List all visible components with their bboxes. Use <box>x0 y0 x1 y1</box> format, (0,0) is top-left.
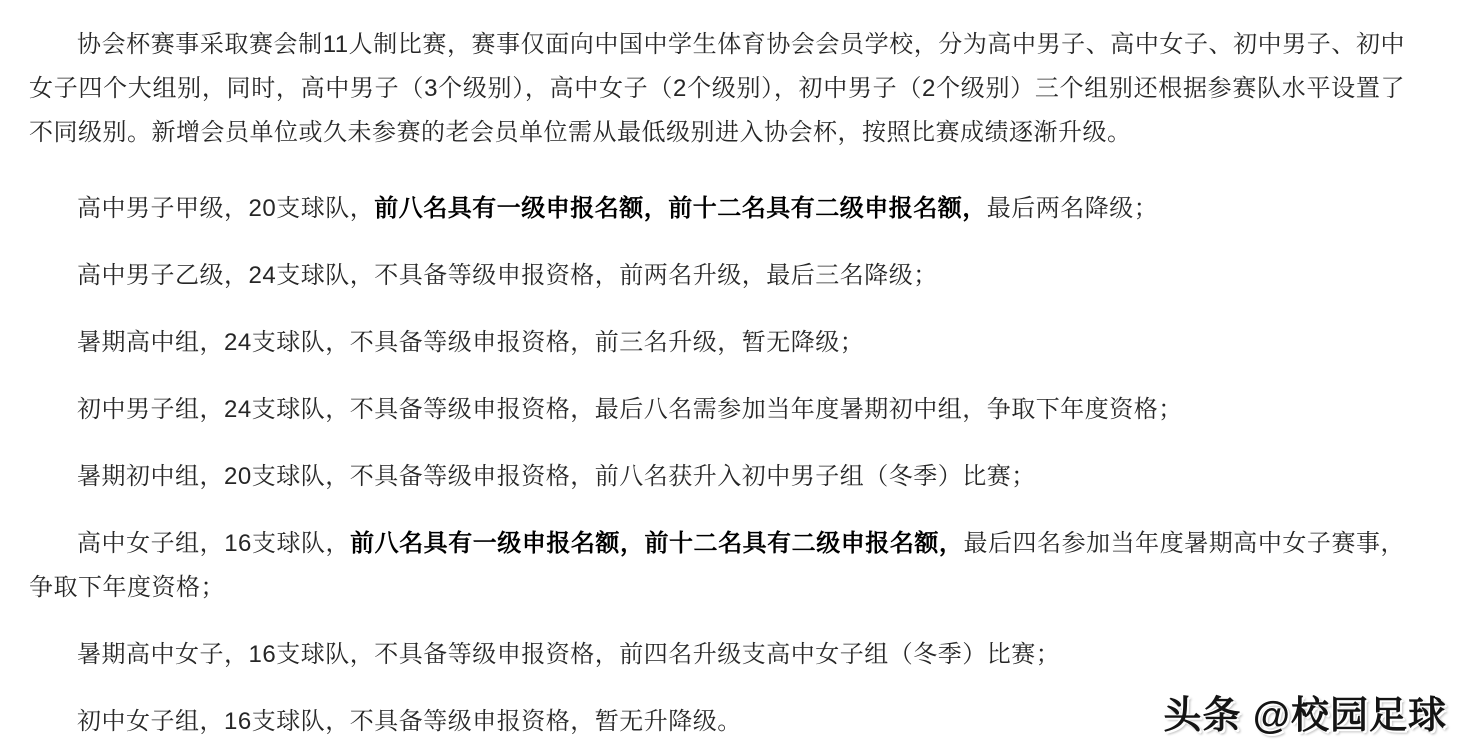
text-segment: 11 <box>322 31 349 58</box>
paragraph <box>29 455 1405 499</box>
text-segment: 2 <box>673 75 687 102</box>
text-segment: 支球队，不具备等级申报资格，前四名升级支高中女子组（冬季）比赛； <box>276 642 1061 668</box>
text-segment: 20 <box>248 195 277 222</box>
text-segment: 最后两名降级； <box>986 196 1159 222</box>
text-segment: 个级别），高中女子（ <box>437 76 674 102</box>
paragraph <box>29 522 1405 610</box>
text-segment: 支球队，不具备等级申报资格，最后八名需参加当年度暑期初中组，争取下年度资格； <box>251 397 1183 423</box>
text-segment: 2 <box>922 75 936 102</box>
text-segment: 暑期初中组， <box>77 464 224 490</box>
paragraph <box>29 23 1405 155</box>
text-segment: 高中女子组， <box>77 531 225 557</box>
text-segment: 个级别），初中男子（ <box>686 76 923 102</box>
text-segment: 16 <box>224 708 252 735</box>
paragraph <box>29 388 1405 432</box>
text-segment: 16 <box>248 641 277 668</box>
text-segment: 个级别）三个组别还根据参赛队水平设置了不同级别。新增会员单位或久未参赛的老会员单位需从最低级别进入协会杯，按照比赛成绩逐渐升级。 <box>29 76 1406 146</box>
text-segment: 高中男子乙级， <box>77 263 249 289</box>
text-segment: 初中男子组， <box>77 397 224 423</box>
text-segment: 支球队， <box>276 196 375 222</box>
text-segment: 协会杯赛事采取赛会制 <box>77 32 323 58</box>
text-segment: 支球队，不具备等级申报资格，前三名升级，暂无降级； <box>251 330 865 356</box>
paragraph <box>29 633 1405 677</box>
text-segment: 支球队，不具备等级申报资格，前两名升级，最后三名降级； <box>276 263 938 289</box>
text-segment: 最后四名参加当年度暑期高中女子赛事，争取下年度资格； <box>29 531 1406 601</box>
paragraph <box>29 187 1405 231</box>
text-segment: 人制比赛，赛事仅面向中国中学生体育协会会员学校，分为高中男子、高中女子、初中男子、初中女子四个大组别，同时，高中男子（ <box>29 32 1406 102</box>
text-segment: 20 <box>224 463 252 490</box>
text-segment: 24 <box>224 396 252 423</box>
text-segment: 支球队，不具备等级申报资格，前八名获升入初中男子组（冬季）比赛； <box>251 464 1036 490</box>
text-segment: 支球队，不具备等级申报资格，暂无升降级。 <box>251 709 742 735</box>
text-segment: 16 <box>224 530 252 557</box>
toutiao-watermark: 头条 @校园足球 <box>1163 695 1447 737</box>
paragraph <box>29 254 1405 298</box>
text-segment: 高中男子甲级， <box>77 196 249 222</box>
paragraph <box>29 321 1405 365</box>
text-segment: 3 <box>424 75 438 102</box>
text-segment: 24 <box>248 262 277 289</box>
text-segment: 初中女子组， <box>77 709 224 735</box>
text-segment: 暑期高中组， <box>77 330 224 356</box>
text-segment: 暑期高中女子， <box>77 642 249 668</box>
bold-text-segment: 前八名具有一级申报名额，前十二名具有二级申报名额， <box>374 195 987 222</box>
text-segment: 24 <box>224 329 252 356</box>
text-segment: 支球队， <box>251 531 351 557</box>
bold-text-segment: 前八名具有一级申报名额，前十二名具有二级申报名额， <box>350 530 964 557</box>
